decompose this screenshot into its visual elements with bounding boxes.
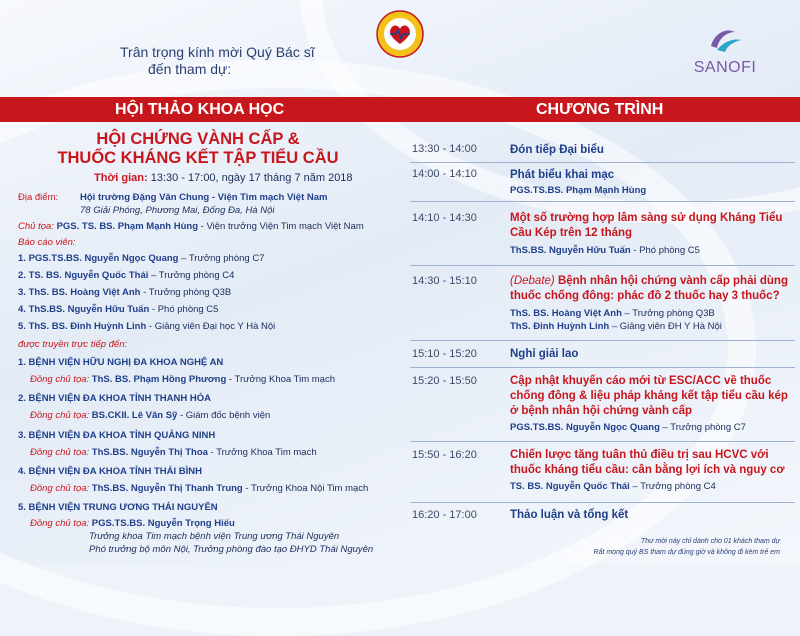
hospital-5-role-2: Phó trưởng bộ môn Nội, Trưởng phòng đào tạo ĐHYD Thái Nguyên bbox=[89, 544, 374, 555]
sanofi-mark-icon bbox=[705, 24, 745, 54]
invitation-line-1: Trân trọng kính mời Quý Bác sĩ bbox=[120, 44, 315, 60]
schedule-time: 15:50 - 16:20 bbox=[412, 449, 477, 461]
speaker-item bbox=[18, 304, 218, 315]
speaker-num: 1. bbox=[18, 253, 29, 264]
banner-right-title: CHƯƠNG TRÌNH bbox=[536, 101, 664, 118]
banner-left-title: HỘI THẢO KHOA HỌC bbox=[115, 101, 285, 118]
cochair-label: Đồng chủ tọa: bbox=[30, 410, 90, 421]
broadcast-label: được truyền trực tiếp đến: bbox=[18, 339, 128, 350]
speaker-name: PGS.TS.BS. Nguyễn Ngọc Quang bbox=[510, 422, 660, 433]
schedule-speaker: PGS.TS.BS. Phạm Mạnh Hùng bbox=[510, 185, 647, 196]
hospital-name: 2. BỆNH VIỆN ĐA KHOA TỈNH THANH HÓA bbox=[18, 393, 211, 404]
schedule-divider bbox=[410, 340, 795, 341]
schedule-title-line-1: Cập nhật khuyến cáo mới từ ESC/ACC về thuốc bbox=[510, 375, 772, 387]
schedule-speaker bbox=[510, 481, 716, 492]
cochair-name: ThS. BS. Phạm Hồng Phương bbox=[91, 374, 227, 385]
schedule-divider bbox=[410, 265, 795, 266]
cochair-role: - Trưởng Khoa Nội Tim mạch bbox=[242, 483, 369, 494]
hospital-cochair bbox=[30, 518, 235, 529]
speaker-num: 5. bbox=[18, 321, 29, 332]
speaker-item bbox=[18, 253, 264, 264]
speaker-name: ThS. Đinh Huỳnh Linh bbox=[510, 321, 610, 332]
time-value: 13:30 - 17:00, ngày 17 tháng 7 năm 2018 bbox=[150, 172, 353, 184]
hospital-5-role-1: Trưởng khoa Tim mạch bệnh viện Trung ương Thái Nguyên bbox=[89, 531, 340, 542]
speaker-num: 2. bbox=[18, 270, 29, 281]
title-text: Bệnh nhân hội chứng vành cấp phải dùng bbox=[554, 275, 788, 287]
speaker-name: ThS.BS. Nguyễn Hữu Tuấn bbox=[28, 304, 150, 315]
cochair-role: - Trưởng Khoa Tim mạch bbox=[207, 447, 317, 458]
venue-label: Địa điểm: bbox=[18, 192, 59, 203]
event-title bbox=[48, 130, 348, 168]
speakers-label: Báo cáo viên: bbox=[18, 237, 76, 248]
speaker-role: – Trưởng phòng C4 bbox=[629, 481, 716, 492]
schedule-title-line-1: Một số trường hợp lâm sàng sử dụng Kháng Tiểu bbox=[510, 212, 783, 224]
cochair-role: - Trưởng Khoa Tim mạch bbox=[226, 374, 335, 385]
schedule-title-line-2: thuốc kháng tiểu cầu: cân bằng lợi ích và nguy cơ bbox=[510, 464, 785, 476]
schedule-time: 13:30 - 14:00 bbox=[412, 143, 477, 155]
schedule-title-line-2: thuốc chống đông: phác đồ 2 thuốc hay 3 thuốc? bbox=[510, 290, 780, 302]
schedule-row bbox=[410, 443, 795, 501]
speaker-name: ThS. BS. Đinh Huỳnh Linh bbox=[28, 321, 147, 332]
schedule-speaker bbox=[510, 245, 700, 256]
sanofi-logo bbox=[690, 24, 760, 77]
hospital-cochair bbox=[30, 374, 335, 385]
speaker-num: 3. bbox=[18, 287, 29, 298]
schedule-title-line-2: Cầu Kép trên 12 tháng bbox=[510, 227, 633, 239]
schedule-divider bbox=[410, 367, 795, 368]
speaker-item bbox=[18, 270, 234, 281]
time-label: Thời gian: bbox=[94, 172, 148, 184]
schedule-speaker bbox=[510, 308, 715, 319]
schedule-row bbox=[410, 164, 795, 198]
schedule-row bbox=[410, 369, 795, 439]
hospital-name: 5. BỆNH VIỆN TRUNG ƯƠNG THÁI NGUYÊN bbox=[18, 502, 218, 513]
cochair-name: ThS.BS. Nguyễn Thị Thanh Trung bbox=[91, 483, 243, 494]
schedule-speaker bbox=[510, 422, 746, 433]
schedule-title-line-1 bbox=[510, 274, 788, 288]
speaker-name: ThS.BS. Nguyễn Hữu Tuấn bbox=[510, 245, 631, 256]
speaker-role: – Trưởng phòng Q3B bbox=[621, 308, 715, 319]
schedule-divider bbox=[410, 162, 795, 163]
sanofi-wordmark: SANOFI bbox=[693, 59, 757, 76]
schedule-divider bbox=[410, 502, 795, 503]
speaker-name: ThS. BS. Hoàng Việt Anh bbox=[28, 287, 141, 298]
speaker-role: – Trưởng phòng C7 bbox=[659, 422, 746, 433]
cochair-label: Đồng chủ tọa: bbox=[30, 483, 90, 494]
speaker-role: - Giảng viên Đại học Y Hà Nội bbox=[146, 321, 276, 332]
chair-role: - Viện trưởng Viện Tim mạch Việt Nam bbox=[198, 221, 364, 232]
speaker-name: TS. BS. Nguyễn Quốc Thái bbox=[510, 481, 630, 492]
speaker-item bbox=[18, 321, 275, 332]
schedule-title-line-3: ở bệnh nhân hội chứng vành cấp bbox=[510, 405, 692, 417]
schedule-row bbox=[410, 140, 795, 160]
speaker-role: – Giảng viên ĐH Y Hà Nội bbox=[609, 321, 722, 332]
speaker-name: ThS. BS. Hoàng Việt Anh bbox=[510, 308, 622, 319]
chair-line bbox=[18, 221, 364, 232]
schedule-divider bbox=[410, 441, 795, 442]
schedule-title: Đón tiếp Đại biểu bbox=[510, 144, 604, 156]
hospital-cochair bbox=[30, 410, 270, 421]
schedule-row bbox=[410, 504, 795, 526]
hospital-name: 1. BỆNH VIỆN HỮU NGHỊ ĐA KHOA NGHỆ AN bbox=[18, 357, 224, 368]
event-time bbox=[94, 172, 353, 184]
schedule-title: Phát biểu khai mạc bbox=[510, 169, 615, 181]
event-title-line-1: HỘI CHỨNG VÀNH CẤP & bbox=[96, 130, 300, 148]
schedule-time: 14:10 - 14:30 bbox=[412, 212, 477, 224]
chair-label: Chủ tọa: bbox=[18, 221, 54, 232]
invitation-text bbox=[120, 44, 315, 78]
footer-note-2: Rất mong quý BS tham dự đúng giờ và không đi kèm trẻ em bbox=[593, 549, 780, 556]
schedule-title-line-1: Chiến lược tăng tuân thủ điều trị sau HCVC với bbox=[510, 449, 769, 461]
schedule-divider bbox=[410, 201, 795, 202]
schedule-time: 14:30 - 15:10 bbox=[412, 275, 477, 287]
speaker-item bbox=[18, 287, 231, 298]
speaker-role: – Trưởng phòng C4 bbox=[148, 270, 235, 281]
schedule-time: 15:20 - 15:50 bbox=[412, 375, 477, 387]
schedule-row bbox=[410, 267, 795, 339]
invitation-line-2: đến tham dự: bbox=[148, 61, 232, 77]
schedule-time: 14:00 - 14:10 bbox=[412, 168, 477, 180]
venue-address: 78 Giải Phóng, Phương Mai, Đống Đa, Hà Nội bbox=[80, 205, 275, 216]
cochair-name: ThS.BS. Nguyễn Thị Thoa bbox=[91, 447, 208, 458]
chair-name: PGS. TS. BS. Phạm Mạnh Hùng bbox=[56, 221, 199, 232]
speaker-num: 4. bbox=[18, 304, 29, 315]
event-title-line-2: THUỐC KHÁNG KẾT TẬP TIỂU CẦU bbox=[57, 149, 339, 167]
schedule-row bbox=[410, 342, 795, 366]
cochair-name: BS.CKII. Lê Văn Sỹ bbox=[91, 410, 178, 421]
speaker-name: PGS.TS.BS. Nguyễn Ngọc Quang bbox=[28, 253, 179, 264]
speaker-role: - Phó phòng C5 bbox=[630, 245, 700, 256]
heart-association-logo bbox=[376, 10, 424, 58]
speaker-role: - Phó phòng C5 bbox=[149, 304, 219, 315]
schedule-title-line-2: chống đông & liệu pháp kháng kết tập tiểu cầu kép bbox=[510, 390, 788, 402]
schedule-time: 16:20 - 17:00 bbox=[412, 509, 477, 521]
speaker-role: - Trưởng phòng Q3B bbox=[140, 287, 232, 298]
speaker-role: – Trưởng phòng C7 bbox=[178, 253, 265, 264]
schedule-time: 15:10 - 15:20 bbox=[412, 348, 477, 360]
cochair-role: - Giám đốc bệnh viện bbox=[177, 410, 271, 421]
footer-note-1: Thư mời này chỉ dành cho 01 khách tham dự bbox=[640, 538, 780, 545]
cochair-label: Đồng chủ tọa: bbox=[30, 518, 90, 529]
schedule-row bbox=[410, 203, 795, 261]
cochair-name: PGS.TS.BS. Nguyễn Trọng Hiếu bbox=[91, 518, 235, 529]
cochair-label: Đồng chủ tọa: bbox=[30, 447, 90, 458]
schedule-title: Thảo luận và tổng kết bbox=[510, 509, 629, 521]
venue-name: Hội trường Đặng Văn Chung - Viện Tim mạch Việt Nam bbox=[80, 192, 328, 203]
schedule-title: Nghỉ giải lao bbox=[510, 348, 579, 360]
debate-tag: (Debate) bbox=[510, 275, 555, 287]
hospital-cochair bbox=[30, 483, 368, 494]
hospital-name: 3. BỆNH VIỆN ĐA KHOA TỈNH QUẢNG NINH bbox=[18, 430, 216, 441]
hospital-cochair bbox=[30, 447, 317, 458]
section-banner bbox=[0, 97, 800, 122]
speaker-name: TS. BS. Nguyễn Quốc Thái bbox=[28, 270, 149, 281]
cochair-label: Đồng chủ tọa: bbox=[30, 374, 90, 385]
schedule-speaker-2 bbox=[510, 321, 722, 332]
hospital-name: 4. BỆNH VIỆN ĐA KHOA TỈNH THÁI BÌNH bbox=[18, 466, 203, 477]
